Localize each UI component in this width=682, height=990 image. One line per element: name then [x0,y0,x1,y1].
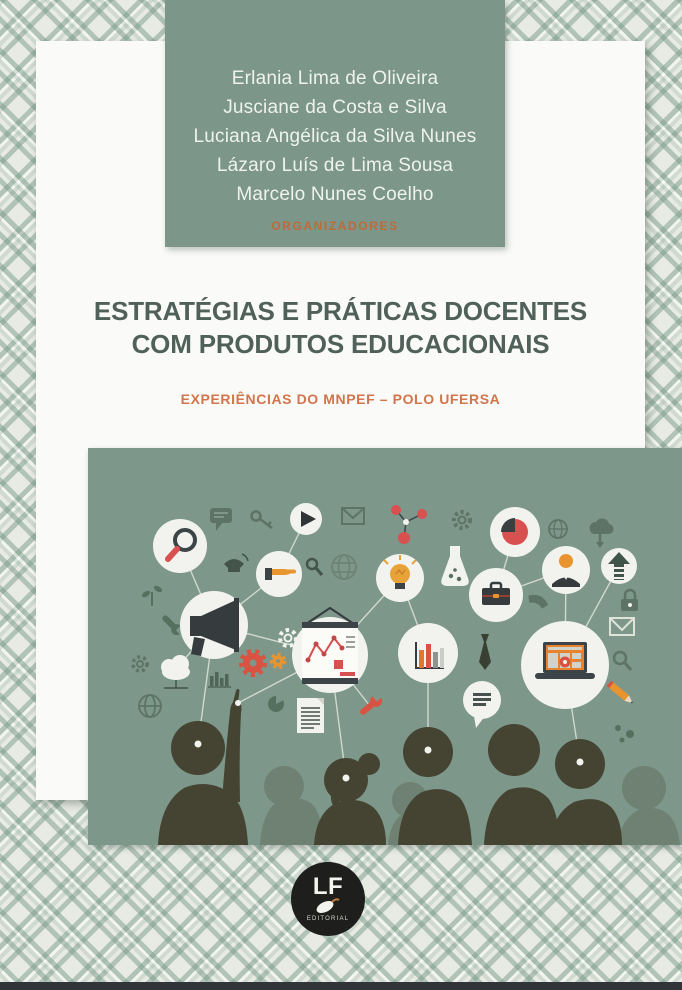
flask-icon [441,546,469,586]
plant-icon [141,584,163,606]
chat-bubble-icon [210,508,232,531]
bar-chart-icon [398,623,458,683]
main-silhouettes [158,689,622,845]
author-name: Erlania Lima de Oliveira [231,68,439,89]
gear-outline-icon [133,657,147,671]
tie-icon [479,634,491,670]
author-name: Jusciane da Costa e Silva [223,97,447,118]
title-line-2: COM PRODUTOS EDUCACIONAIS [131,329,550,359]
pointing-hand-icon [256,551,302,597]
phone-icon [224,554,248,572]
globe-small-icon [139,695,161,717]
lock-icon [621,590,638,611]
molecule-icon [391,505,427,544]
cloud-download-icon [590,518,614,548]
pie-chart-icon [490,507,540,557]
magnifier-outline-icon [614,652,631,670]
bar-chart-small-icon [208,672,231,687]
author-name: Luciana Angélica da Silva Nunes [193,126,477,147]
gear-icon [454,512,470,528]
publisher-logo [291,862,365,936]
authors-panel [165,0,505,247]
light-bulb-icon [376,554,424,602]
arrow-up-icon [601,548,637,584]
speech-bubble-icon [463,681,501,728]
businessman-icon [542,546,590,594]
gears-cluster-icon [242,630,297,675]
briefcase-icon [469,568,523,622]
author-name: Lázaro Luís de Lima Sousa [216,155,454,176]
book-title [36,295,645,361]
title-line-1: ESTRATÉGIAS E PRÁTICAS DOCENTES [93,296,588,326]
people-silhouettes [158,689,680,845]
envelope-icon [342,508,364,524]
icon-bubbles [153,503,637,733]
play-icon [290,503,322,535]
organizers-label: ORGANIZADORES [271,219,399,233]
author-name: Marcelo Nunes Coelho [236,184,434,205]
cover-illustration [88,448,682,845]
cloud-icon [161,655,190,688]
pencil-icon [607,681,635,706]
magnifier-small-icon [307,559,322,575]
document-icon [297,698,324,733]
megaphone-icon [180,591,248,659]
pie-small-icon [268,695,284,712]
globe-outline-icon [332,555,356,579]
leaf-icon [313,898,343,914]
key-icon [252,512,273,529]
publisher-subtext: EDITORIAL [306,916,350,922]
handset-icon [526,592,550,611]
illustration-svg [88,448,682,845]
globe-icon [549,520,567,538]
book-subtitle: EXPERIÊNCIAS DO MNPEF – POLO UFERSA [180,391,501,407]
molecule-dots-icon [615,725,634,743]
chart-poster-icon [292,608,368,693]
scan-edge-strip [0,982,682,990]
magnifier-icon [153,519,207,573]
publisher-initials: LF [312,873,344,900]
laptop-icon [521,621,609,709]
envelope-outline-icon [610,618,634,635]
